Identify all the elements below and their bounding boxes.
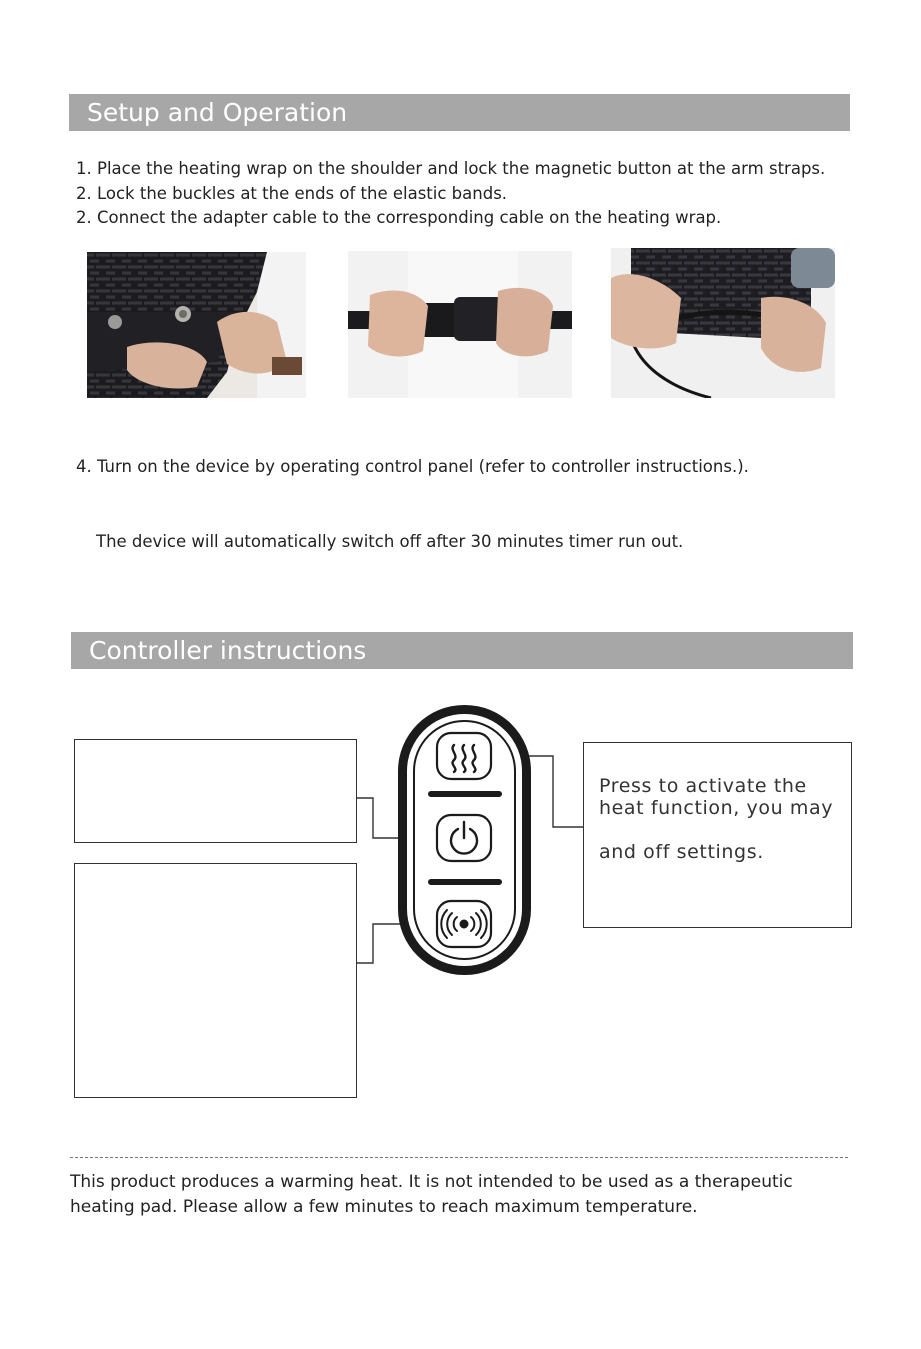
setup-section-title: Setup and Operation xyxy=(87,98,348,127)
footer-disclaimer xyxy=(70,1170,793,1220)
step-4: 4. Turn on the device by operating control panel (refer to controller instructions.). xyxy=(76,457,749,476)
footer-line-1: This product produces a warming heat. It is not intended to be used as a therapeutic xyxy=(70,1172,793,1192)
footer-dashed-divider xyxy=(70,1157,848,1158)
heat-callout-line-1: Press to activate the xyxy=(599,775,807,797)
heat-callout-line-2: heat function, you may xyxy=(599,797,834,819)
footer-line-2: heating pad. Please allow a few minutes to reach maximum temperature. xyxy=(70,1197,698,1217)
controller-divider-bottom xyxy=(428,879,502,885)
vibration-button[interactable] xyxy=(437,901,491,947)
controller-divider-top xyxy=(428,791,502,797)
power-button[interactable] xyxy=(437,815,491,861)
step-3: 2. Connect the adapter cable to the corresponding cable on the heating wrap. xyxy=(76,208,722,227)
heat-button[interactable] xyxy=(437,733,491,779)
auto-off-note: The device will automatically switch off after 30 minutes timer run out. xyxy=(96,532,684,551)
heat-callout-line-4: and off settings. xyxy=(599,841,764,863)
step-2: 2. Lock the buckles at the ends of the elastic bands. xyxy=(76,183,508,203)
controller-section-title: Controller instructions xyxy=(89,636,367,665)
step-1: 1. Place the heating wrap on the shoulder and lock the magnetic button at the arm straps. xyxy=(76,159,826,178)
